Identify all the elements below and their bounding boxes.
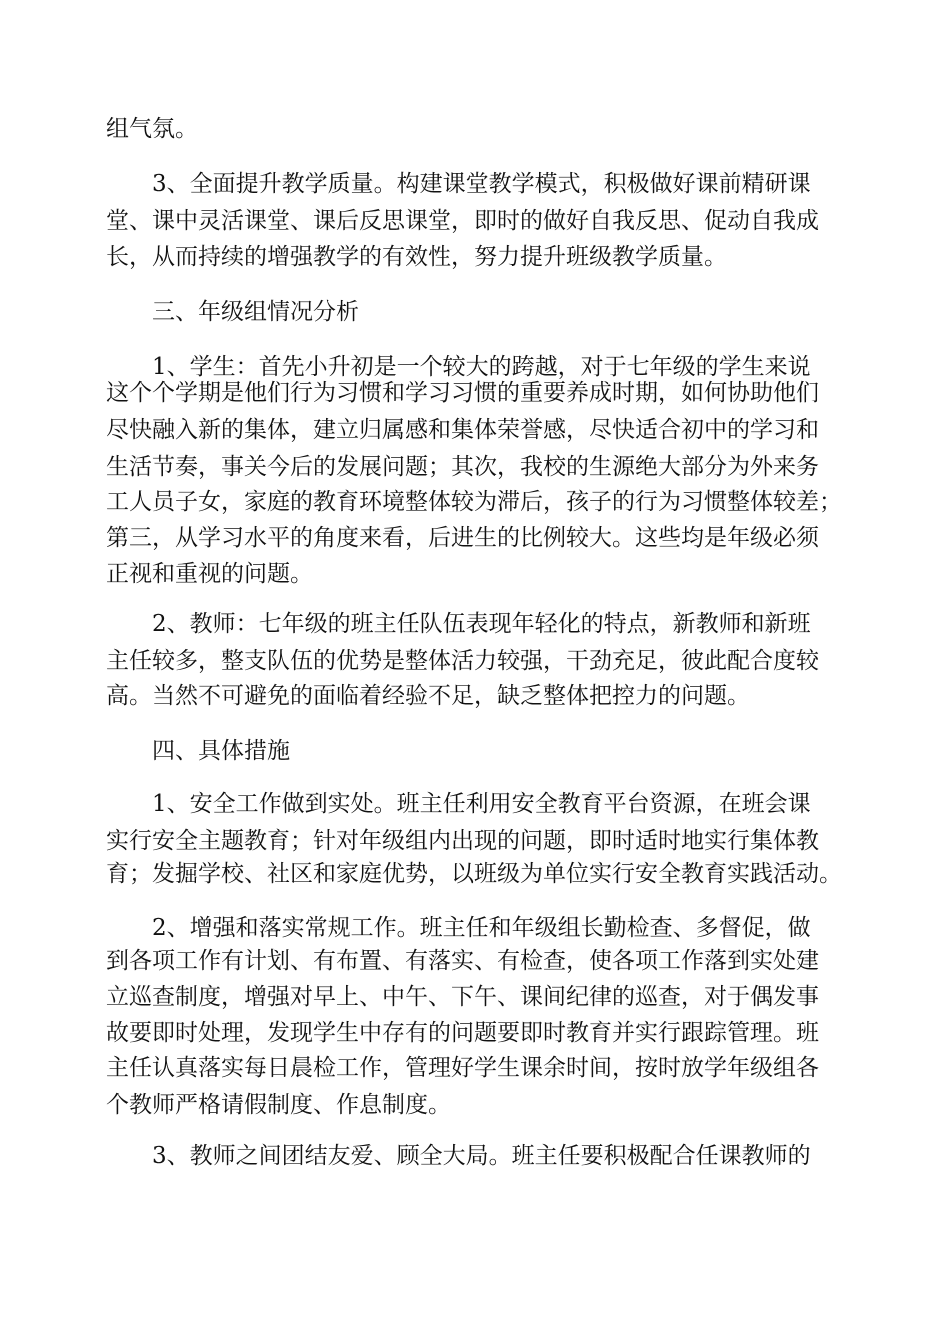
text-line: 堂、课中灵活课堂、课后反思课堂，即时的做好自我反思、促动自我成 xyxy=(106,208,819,234)
text-line: 正视和重视的问题。 xyxy=(106,561,313,587)
text-line: 3、教师之间团结友爱、顾全大局。班主任要积极配合任课教师的 xyxy=(152,1143,811,1169)
text-line: 工人员子女，家庭的教育环境整体较为滞后，孩子的行为习惯整体较差； xyxy=(106,489,842,515)
text-line: 这个个学期是他们行为习惯和学习习惯的重要养成时期，如何协助他们 xyxy=(106,380,819,406)
text-line: 尽快融入新的集体，建立归属感和集体荣誉感，尽快适合初中的学习和 xyxy=(106,417,819,443)
text-line: 主任认真落实每日晨检工作，管理好学生课余时间，按时放学年级组各 xyxy=(106,1055,819,1081)
text-line: 到各项工作有计划、有布置、有落实、有检查，使各项工作落到实处建 xyxy=(106,948,819,974)
text-line: 实行安全主题教育；针对年级组内出现的问题，即时适时地实行集体教 xyxy=(106,828,819,854)
text-line: 第三，从学习水平的角度来看，后进生的比例较大。这些均是年级必须 xyxy=(106,525,819,551)
text-line: 个教师严格请假制度、作息制度。 xyxy=(106,1092,451,1118)
section-heading: 三、年级组情况分析 xyxy=(152,299,359,325)
text-line: 生活节奏，事关今后的发展问题；其次，我校的生源绝大部分为外来务 xyxy=(106,454,819,480)
text-line: 高。当然不可避免的面临着经验不足，缺乏整体把控力的问题。 xyxy=(106,683,750,709)
text-line: 1、安全工作做到实处。班主任利用安全教育平台资源，在班会课 xyxy=(152,791,811,817)
text-line: 2、增强和落实常规工作。班主任和年级组长勤检查、多督促，做 xyxy=(152,915,811,941)
text-line: 故要即时处理，发现学生中存有的问题要即时教育并实行跟踪管理。班 xyxy=(106,1020,819,1046)
text-line: 育；发掘学校、社区和家庭优势，以班级为单位实行安全教育实践活动。 xyxy=(106,861,842,887)
text-line: 主任较多，整支队伍的优势是整体活力较强，干劲充足，彼此配合度较 xyxy=(106,648,819,674)
text-line: 1、学生：首先小升初是一个较大的跨越，对于七年级的学生来说 xyxy=(152,354,811,380)
text-line: 立巡查制度，增强对早上、中午、下午、课间纪律的巡查，对于偶发事 xyxy=(106,984,819,1010)
section-heading: 四、具体措施 xyxy=(152,738,290,764)
text-line: 组气氛。 xyxy=(106,116,198,142)
text-line: 3、全面提升教学质量。构建课堂教学模式，积极做好课前精研课 xyxy=(152,171,811,197)
text-line: 2、教师：七年级的班主任队伍表现年轻化的特点，新教师和新班 xyxy=(152,611,811,637)
text-line: 长，从而持续的增强教学的有效性，努力提升班级教学质量。 xyxy=(106,244,727,270)
